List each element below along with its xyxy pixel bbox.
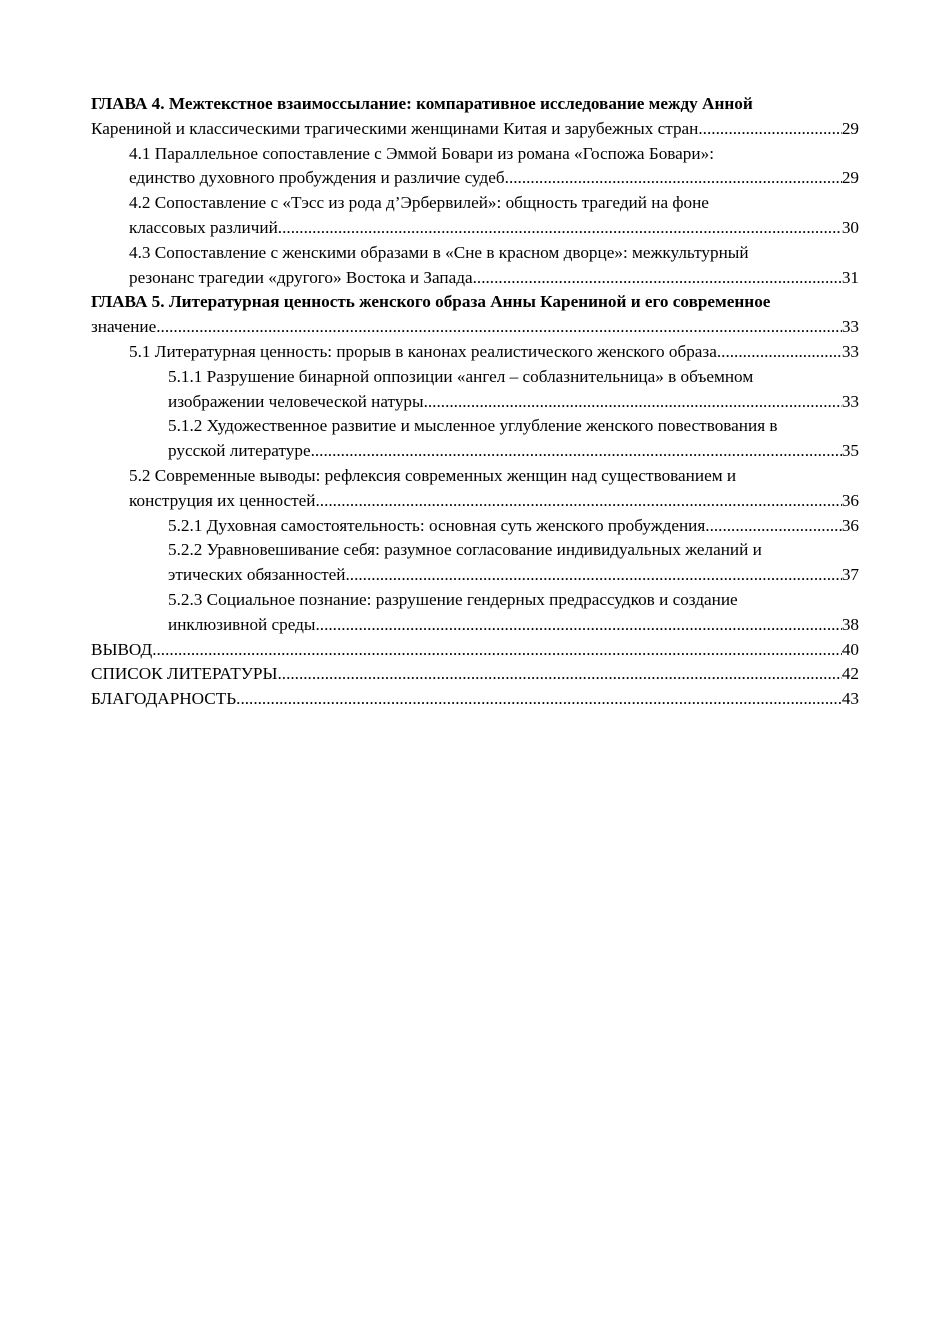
toc-entry-title: БЛАГОДАРНОСТЬ bbox=[91, 689, 237, 709]
toc-entry-title: ВЫВОД bbox=[91, 639, 153, 659]
table-of-contents bbox=[91, 92, 859, 712]
toc-page-number: 30 bbox=[841, 217, 859, 237]
toc-page-number: 37 bbox=[841, 565, 859, 585]
toc-dot-leader bbox=[505, 166, 842, 191]
toc-entry-text: 4.1 Параллельное сопоставление с Эммой Бовари из романа «Госпожа Бовари»: bbox=[129, 143, 714, 163]
toc-dot-leader bbox=[315, 613, 841, 638]
toc-page-number: 29 bbox=[841, 168, 859, 188]
toc-dot-leader bbox=[345, 563, 841, 588]
toc-entry-title: резонанс трагедии «другого» Востока и Запада bbox=[129, 267, 473, 287]
toc-page-number: 43 bbox=[841, 689, 859, 709]
toc-dot-leader bbox=[277, 662, 841, 687]
toc-entry-text: 5.2.3 Социальное познание: разрушение гендерных предрассудков и создание bbox=[168, 589, 738, 609]
toc-page-number: 31 bbox=[841, 267, 859, 287]
toc-page-number: 36 bbox=[841, 515, 859, 535]
toc-entry-text: ГЛАВА 5. Литературная ценность женского образа Анны Карениной и его современное bbox=[91, 292, 771, 312]
toc-entry-title: этических обязанностей bbox=[168, 565, 346, 585]
toc-entry-text: 5.1.1 Разрушение бинарной оппозиции «ангел – соблазнительница» в объемном bbox=[168, 366, 754, 386]
toc-entry-5-2[interactable] bbox=[129, 464, 859, 514]
toc-entry-title: инклюзивной среды bbox=[168, 614, 316, 634]
toc-entry-5-1[interactable] bbox=[129, 340, 859, 365]
toc-entry-text: 5.2 Современные выводы: рефлексия современных женщин над существованием и bbox=[129, 465, 737, 485]
toc-entry-acknowledgements[interactable] bbox=[91, 687, 859, 712]
toc-entry-text: 5.1.2 Художественное развитие и мысленное углубление женского повествования в bbox=[168, 416, 778, 436]
toc-entry-title: значение bbox=[91, 317, 157, 337]
toc-page-number: 33 bbox=[841, 391, 859, 411]
toc-page-number: 33 bbox=[841, 317, 859, 337]
toc-dot-leader bbox=[156, 315, 842, 340]
toc-dot-leader bbox=[152, 638, 842, 663]
toc-page-number: 38 bbox=[841, 614, 859, 634]
toc-entry-text: 4.2 Сопоставление с «Тэсс из рода д’Эрбервилей»: общность трагедий на фоне bbox=[129, 193, 709, 213]
toc-entry-5-1-2[interactable] bbox=[168, 414, 859, 464]
toc-entry-4-1[interactable] bbox=[129, 142, 859, 192]
toc-entry-title: классовых различий bbox=[129, 217, 278, 237]
toc-entry-text: 5.2.2 Уравновешивание себя: разумное согласование индивидуальных желаний и bbox=[168, 540, 762, 560]
toc-entry-4-3[interactable] bbox=[129, 241, 859, 291]
toc-entry-title: СПИСОК ЛИТЕРАТУРЫ bbox=[91, 664, 278, 684]
toc-page-number: 40 bbox=[841, 639, 859, 659]
toc-entry-5-2-1[interactable] bbox=[168, 514, 859, 539]
toc-dot-leader bbox=[315, 489, 841, 514]
toc-entry-title: русской литературе bbox=[168, 441, 311, 461]
toc-entry-5-2-3[interactable] bbox=[168, 588, 859, 638]
toc-page-number: 42 bbox=[841, 664, 859, 684]
toc-dot-leader bbox=[473, 266, 842, 291]
toc-entry-text: ГЛАВА 4. Межтекстное взаимоссылание: компаративное исследование между Анной bbox=[91, 94, 753, 113]
toc-entry-5-1-1[interactable] bbox=[168, 365, 859, 415]
toc-entry-title: 5.1 Литературная ценность: прорыв в канонах реалистического женского образа bbox=[129, 341, 717, 361]
toc-page-number: 36 bbox=[841, 490, 859, 510]
toc-entry-conclusion[interactable] bbox=[91, 638, 859, 663]
toc-entry-4-2[interactable] bbox=[129, 191, 859, 241]
toc-entry-bibliography[interactable] bbox=[91, 662, 859, 687]
toc-entry-chapter-4[interactable] bbox=[91, 92, 859, 142]
toc-entry-title: единство духовного пробуждения и различие судеб bbox=[129, 168, 505, 188]
toc-page-number: 29 bbox=[841, 118, 859, 138]
toc-page-number: 35 bbox=[841, 441, 859, 461]
toc-dot-leader bbox=[717, 340, 842, 365]
toc-entry-5-2-2[interactable] bbox=[168, 538, 859, 588]
toc-entry-title: конструция их ценностей bbox=[129, 490, 316, 510]
toc-entry-chapter-5[interactable] bbox=[91, 290, 859, 340]
toc-page-number: 33 bbox=[841, 341, 859, 361]
toc-dot-leader bbox=[278, 216, 842, 241]
toc-entry-title: изображении человеческой натуры bbox=[168, 391, 424, 411]
toc-dot-leader bbox=[698, 117, 841, 142]
toc-dot-leader bbox=[236, 687, 842, 712]
toc-dot-leader bbox=[424, 390, 842, 415]
toc-dot-leader bbox=[705, 514, 842, 539]
toc-entry-text: 4.3 Сопоставление с женскими образами в «Сне в красном дворце»: межкультурный bbox=[129, 242, 749, 262]
toc-entry-title: Карениной и классическими трагическими женщинами Китая и зарубежных стран bbox=[91, 118, 699, 138]
toc-entry-title: 5.2.1 Духовная самостоятельность: основная суть женского пробуждения bbox=[168, 515, 706, 535]
toc-dot-leader bbox=[311, 439, 842, 464]
